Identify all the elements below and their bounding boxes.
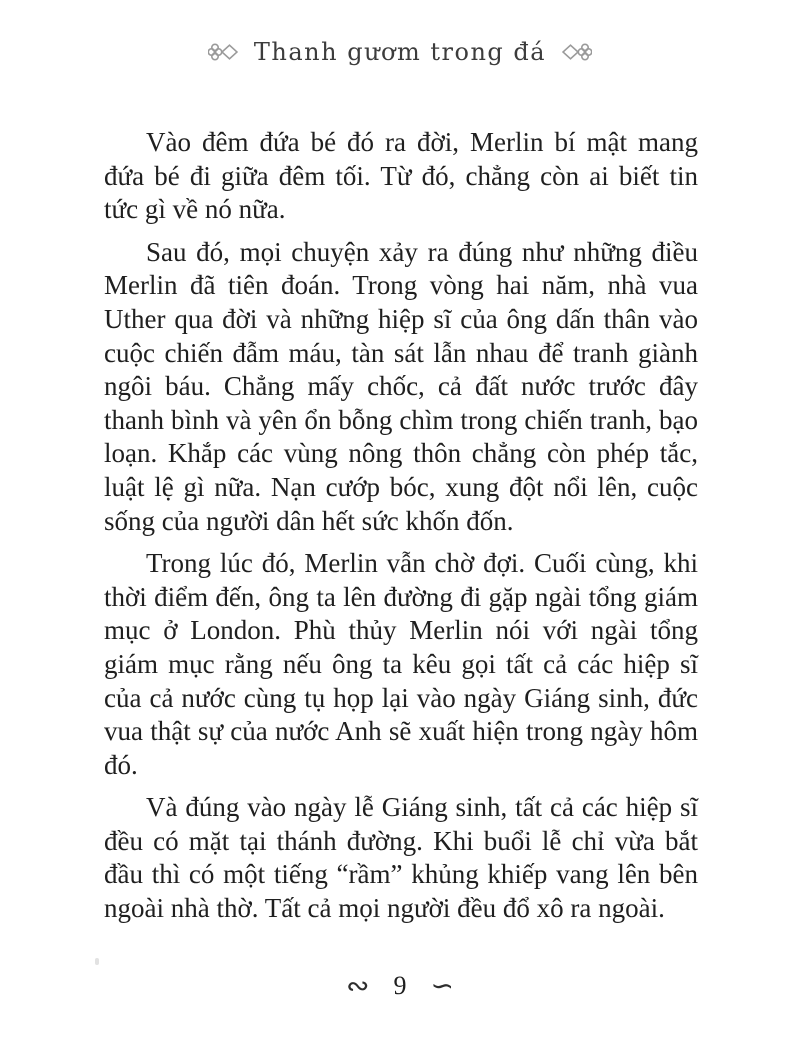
paragraph-1: Vào đêm đứa bé đó ra đời, Merlin bí mật mang đứa bé đi giữa đêm tối. Từ đó, chẳng còn ai biết tin tức gì về nó nữa.: [104, 127, 698, 225]
running-header: [0, 38, 800, 66]
paragraph-2: Sau đó, mọi chuyện xảy ra đúng như những điều Merlin đã tiên đoán. Trong vòng hai năm, nhà vua Uther qua đời và những hiệp sĩ của ông dấn thân vào cuộc chiến đẫm máu, tàn sát lẫn nhau để tranh giành ngôi báu. Chẳng mấy chốc, cả đất nước trước đây thanh bình và yên ổn bỗng chìm trong chiến tranh, bạo loạn. Khắp các vùng nông thôn chẳng còn phép tắc, luật lệ gì nữa. Nạn cướp bóc, xung đột nổi lên, cuộc sống của người dân hết sức khốn đốn.: [104, 236, 698, 536]
knot-ornament-left-icon: [208, 42, 238, 62]
swash-ornament-right-icon: ∽: [430, 969, 454, 1002]
swash-ornament-left-icon: ∾: [346, 969, 370, 1002]
paragraph-4: Và đúng vào ngày lễ Giáng sinh, tất cả các hiệp sĩ đều có mặt tại thánh đường. Khi buổi lễ chỉ vừa bắt đầu thì có một tiếng “rầm” khủng khiếp vang lên bên ngoài nhà thờ. Tất cả mọi người đều đổ xô ra ngoài.: [104, 792, 698, 924]
paragraph-3: Trong lúc đó, Merlin vẫn chờ đợi. Cuối cùng, khi thời điểm đến, ông ta lên đường đi gặp ngài tổng giám mục ở London. Phù thủy Merlin nói với ngài tổng giám mục rằng nếu ông ta kêu gọi tất cả các hiệp sĩ của cả nước cùng tụ họp lại vào ngày Giáng sinh, đức vua thật sự của nước Anh sẽ xuất hiện trong ngày hôm đó.: [104, 548, 698, 780]
page-footer: [0, 969, 800, 1002]
page-body: [104, 126, 698, 935]
page-number: 9: [393, 971, 407, 1000]
knot-ornament-right-icon: [562, 42, 592, 62]
scan-speck-artifact: [95, 958, 99, 965]
page-title: Thanh gươm trong đá: [253, 38, 547, 66]
